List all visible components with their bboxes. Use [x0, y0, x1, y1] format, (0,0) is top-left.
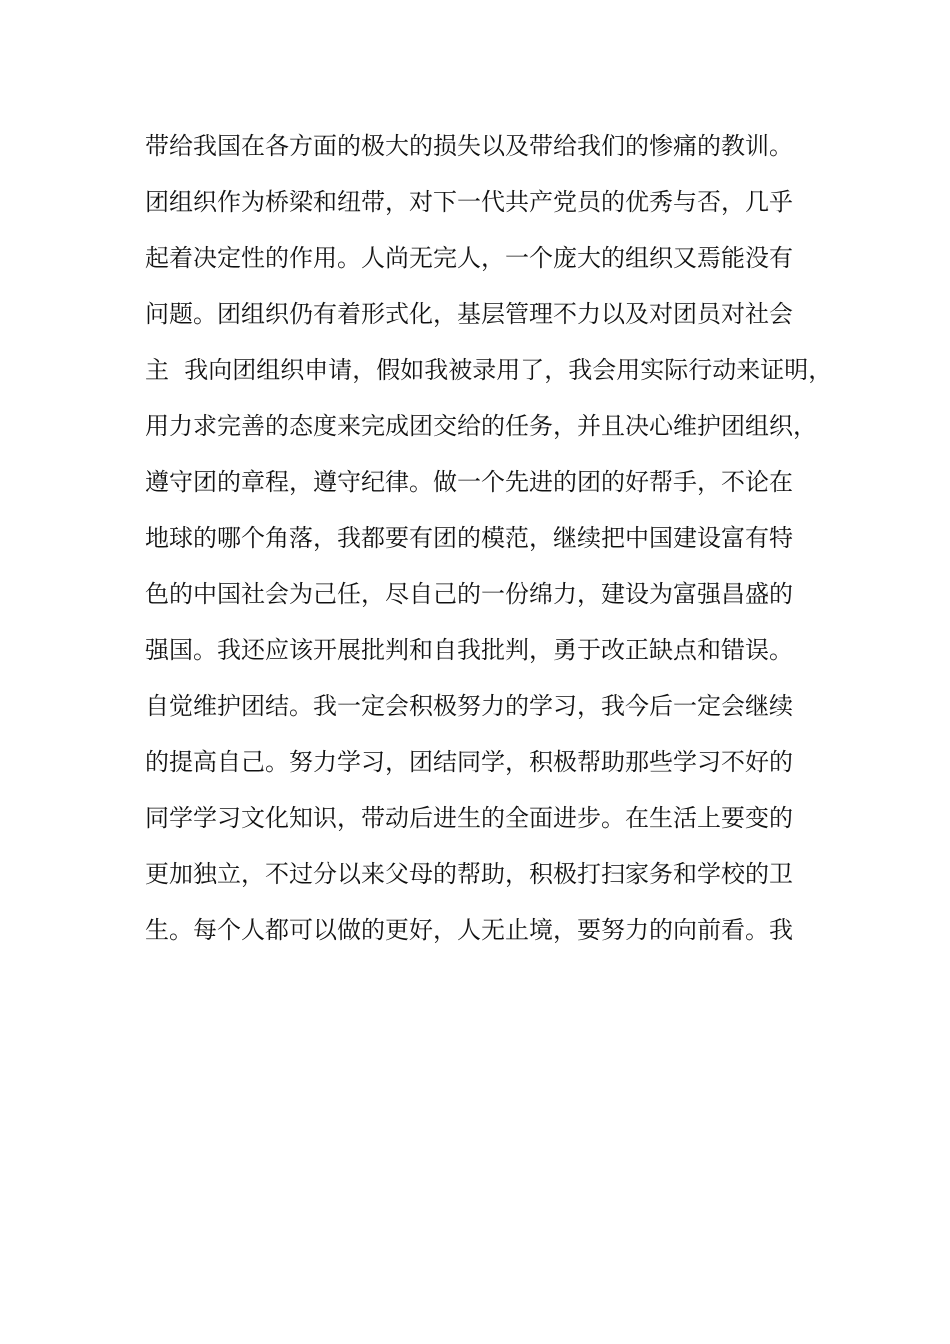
text-line-14: 更加独立，不过分以来父母的帮助，积极打扫家务和学校的卫 — [145, 860, 793, 888]
text-line-8: 地球的哪个角落，我都要有团的模范，继续把中国建设富有特 — [145, 524, 793, 552]
text-line-2: 团组织作为桥梁和纽带，对下一代共产党员的优秀与否，几乎 — [145, 188, 793, 216]
document-body — [145, 130, 835, 970]
text-line-5: 主 我向团组织申请，假如我被录用了，我会用实际行动来证明， — [145, 356, 833, 384]
text-line-10: 强国。我还应该开展批判和自我批判，勇于改正缺点和错误。 — [145, 636, 793, 664]
text-line-3: 起着决定性的作用。人尚无完人，一个庞大的组织又焉能没有 — [145, 244, 793, 272]
text-line-7: 遵守团的章程，遵守纪律。做一个先进的团的好帮手，不论在 — [145, 468, 793, 496]
text-line-6: 用力求完善的态度来完成团交给的任务，并且决心维护团组织， — [145, 412, 817, 440]
text-line-9: 色的中国社会为己任，尽自己的一份绵力，建设为富强昌盛的 — [145, 580, 793, 608]
text-line-11: 自觉维护团结。我一定会积极努力的学习，我今后一定会继续 — [145, 692, 793, 720]
text-line-1: 带给我国在各方面的极大的损失以及带给我们的惨痛的教训。 — [145, 132, 793, 160]
text-line-12: 的提高自己。努力学习，团结同学，积极帮助那些学习不好的 — [145, 748, 793, 776]
text-line-15: 生。每个人都可以做的更好，人无止境，要努力的向前看。我 — [145, 916, 793, 944]
text-line-4: 问题。团组织仍有着形式化，基层管理不力以及对团员对社会 — [145, 300, 793, 328]
text-line-13: 同学学习文化知识，带动后进生的全面进步。在生活上要变的 — [145, 804, 793, 832]
